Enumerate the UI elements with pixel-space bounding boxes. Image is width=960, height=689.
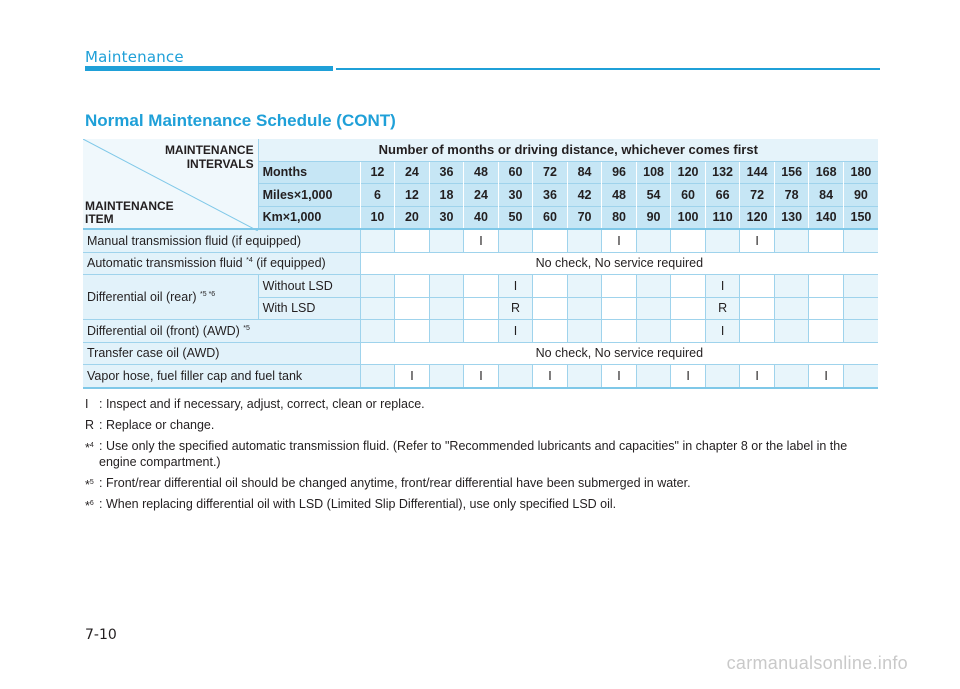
schedule-cell — [533, 320, 568, 343]
watermark: carmanualsonline.info — [726, 653, 908, 673]
item-footnote-ref: *5 — [243, 324, 250, 332]
interval-value: 84 — [809, 184, 844, 207]
interval-value: 18 — [429, 184, 464, 207]
schedule-cell — [360, 365, 395, 388]
legend-key — [85, 475, 94, 493]
interval-value: 20 — [395, 206, 430, 229]
section-label: Maintenance — [85, 48, 184, 66]
item-name-text: Differential oil (front) (AWD) — [87, 323, 244, 338]
schedule-cell — [395, 275, 430, 298]
schedule-cell — [429, 365, 464, 388]
schedule-cell — [671, 320, 706, 343]
schedule-cell: I — [602, 365, 637, 388]
schedule-cell — [464, 320, 499, 343]
item-name-text: Automatic transmission fluid — [87, 256, 247, 271]
schedule-cell — [843, 229, 878, 252]
page-number: 7-10 — [85, 627, 117, 643]
schedule-cell — [567, 229, 602, 252]
interval-row-label: Miles×1,000 — [258, 184, 360, 207]
schedule-cell — [498, 229, 533, 252]
schedule-cell — [809, 275, 844, 298]
page-title: Normal Maintenance Schedule (CONT) — [85, 111, 396, 130]
schedule-cell — [533, 297, 568, 320]
schedule-cell — [360, 229, 395, 252]
schedule-cell: I — [395, 365, 430, 388]
legend-notes — [85, 396, 885, 517]
item-name — [83, 320, 360, 343]
legend-key-star: * — [85, 478, 90, 493]
schedule-cell: I — [740, 229, 775, 252]
schedule-cell — [567, 275, 602, 298]
schedule-cell — [360, 320, 395, 343]
corner-top-line-2: INTERVALS — [186, 157, 254, 171]
interval-value: 144 — [740, 161, 775, 184]
interval-value: 60 — [533, 206, 568, 229]
schedule-cell — [464, 275, 499, 298]
interval-value: 156 — [774, 161, 809, 184]
item-name — [83, 229, 360, 252]
corner-bottom-line-2: ITEM — [85, 212, 114, 226]
interval-value: 108 — [636, 161, 671, 184]
corner-intervals-label — [165, 143, 254, 171]
corner-bottom-line-1: MAINTENANCE — [85, 199, 174, 213]
item-footnote-ref: *4 — [246, 257, 253, 265]
legend-text: : Replace or change. — [99, 418, 215, 432]
schedule-cell — [395, 297, 430, 320]
interval-header-span: Number of months or driving distance, whichever comes first — [258, 139, 878, 161]
legend-note — [85, 396, 885, 412]
section-rule-thin — [336, 68, 880, 70]
schedule-cell — [464, 297, 499, 320]
schedule-cell — [360, 275, 395, 298]
schedule-cell: R — [705, 297, 740, 320]
legend-note — [85, 475, 885, 491]
schedule-cell — [843, 297, 878, 320]
interval-value: 150 — [843, 206, 878, 229]
section-rule-thick — [85, 66, 333, 71]
item-name — [83, 275, 258, 320]
interval-value: 90 — [843, 184, 878, 207]
interval-value: 120 — [671, 161, 706, 184]
legend-text: : Use only the specified automatic transmission fluid. (Refer to "Recommended lubricants and capacities" in chapter 8 or the label in the engine compartment.) — [99, 439, 848, 469]
item-name-text: Manual transmission fluid (if equipped) — [87, 233, 301, 248]
schedule-cell — [671, 229, 706, 252]
interval-value: 12 — [360, 161, 395, 184]
legend-key-star: * — [85, 499, 90, 514]
interval-value: 132 — [705, 161, 740, 184]
schedule-cell — [843, 320, 878, 343]
item-subrow-label: With LSD — [258, 297, 360, 320]
interval-value: 54 — [636, 184, 671, 207]
legend-text: : Inspect and if necessary, adjust, correct, clean or replace. — [99, 397, 425, 411]
corner-item-label — [85, 200, 174, 226]
schedule-cell — [774, 297, 809, 320]
interval-value: 6 — [360, 184, 395, 207]
maintenance-schedule-table — [83, 139, 878, 389]
schedule-cell — [671, 297, 706, 320]
interval-value: 120 — [740, 206, 775, 229]
legend-key — [85, 496, 94, 514]
schedule-cell: I — [809, 365, 844, 388]
legend-key: R — [85, 418, 95, 432]
interval-value: 36 — [533, 184, 568, 207]
schedule-cell — [429, 297, 464, 320]
legend-key-star: * — [85, 441, 90, 456]
interval-value: 24 — [395, 161, 430, 184]
interval-value: 96 — [602, 161, 637, 184]
schedule-cell — [429, 229, 464, 252]
merged-note: No check, No service required — [360, 252, 878, 275]
interval-value: 12 — [395, 184, 430, 207]
schedule-cell — [602, 297, 637, 320]
schedule-cell: I — [602, 229, 637, 252]
schedule-cell — [705, 365, 740, 388]
item-name-text: Transfer case oil (AWD) — [87, 346, 220, 361]
interval-value: 30 — [429, 206, 464, 229]
interval-value: 48 — [464, 161, 499, 184]
header-corner-cell — [83, 139, 258, 229]
schedule-cell — [360, 297, 395, 320]
schedule-cell — [636, 275, 671, 298]
interval-value: 30 — [498, 184, 533, 207]
schedule-cell — [740, 297, 775, 320]
interval-value: 180 — [843, 161, 878, 184]
schedule-cell — [395, 320, 430, 343]
interval-value: 36 — [429, 161, 464, 184]
schedule-cell: I — [464, 365, 499, 388]
item-subrow-label: Without LSD — [258, 275, 360, 298]
schedule-cell: I — [533, 365, 568, 388]
interval-value: 60 — [498, 161, 533, 184]
interval-row-label: Km×1,000 — [258, 206, 360, 229]
schedule-cell — [636, 365, 671, 388]
schedule-cell — [774, 365, 809, 388]
legend-key-sup: 6 — [89, 500, 94, 507]
schedule-cell — [809, 320, 844, 343]
interval-value: 66 — [705, 184, 740, 207]
item-name-text: Vapor hose, fuel filler cap and fuel tank — [87, 368, 303, 383]
schedule-cell: I — [498, 320, 533, 343]
schedule-cell: I — [740, 365, 775, 388]
interval-value: 42 — [567, 184, 602, 207]
interval-value: 70 — [567, 206, 602, 229]
legend-note — [85, 417, 885, 433]
schedule-cell — [636, 229, 671, 252]
schedule-cell: R — [498, 297, 533, 320]
schedule-cell — [533, 229, 568, 252]
schedule-cell — [567, 297, 602, 320]
schedule-cell: I — [705, 320, 740, 343]
schedule-cell — [843, 275, 878, 298]
interval-value: 72 — [533, 161, 568, 184]
interval-value: 10 — [360, 206, 395, 229]
schedule-cell — [533, 275, 568, 298]
schedule-cell — [429, 275, 464, 298]
schedule-cell — [602, 275, 637, 298]
schedule-cell — [809, 297, 844, 320]
schedule-cell — [567, 320, 602, 343]
schedule-cell — [602, 320, 637, 343]
legend-note — [85, 438, 885, 470]
interval-value: 130 — [774, 206, 809, 229]
item-footnote-ref: *5 *6 — [200, 290, 216, 298]
schedule-cell — [636, 320, 671, 343]
legend-key — [85, 438, 94, 456]
schedule-cell — [740, 320, 775, 343]
interval-value: 78 — [774, 184, 809, 207]
interval-value: 100 — [671, 206, 706, 229]
interval-value: 72 — [740, 184, 775, 207]
interval-value: 60 — [671, 184, 706, 207]
schedule-cell — [498, 365, 533, 388]
interval-value: 140 — [809, 206, 844, 229]
item-name-text: Differential oil (rear) — [87, 290, 201, 304]
schedule-cell — [567, 365, 602, 388]
legend-key: I — [85, 397, 89, 411]
item-name — [83, 342, 360, 365]
schedule-cell: I — [464, 229, 499, 252]
schedule-cell — [774, 229, 809, 252]
legend-note — [85, 496, 885, 512]
interval-value: 84 — [567, 161, 602, 184]
legend-key-sup: 5 — [89, 479, 94, 486]
schedule-cell — [705, 229, 740, 252]
schedule-cell — [843, 365, 878, 388]
interval-value: 40 — [464, 206, 499, 229]
item-name-tail: (if equipped) — [252, 256, 326, 271]
item-name — [83, 252, 360, 275]
interval-row-label: Months — [258, 161, 360, 184]
schedule-cell — [740, 275, 775, 298]
schedule-cell: I — [671, 365, 706, 388]
interval-value: 90 — [636, 206, 671, 229]
schedule-cell — [395, 229, 430, 252]
merged-note: No check, No service required — [360, 342, 878, 365]
interval-value: 24 — [464, 184, 499, 207]
interval-value: 50 — [498, 206, 533, 229]
interval-value: 80 — [602, 206, 637, 229]
legend-text: : Front/rear differential oil should be changed anytime, front/rear differential have been submerged in water. — [99, 476, 691, 490]
legend-text: : When replacing differential oil with LSD (Limited Slip Differential), use only specified LSD oil. — [99, 497, 617, 511]
corner-top-line-1: MAINTENANCE — [164, 143, 254, 157]
schedule-cell — [774, 275, 809, 298]
interval-value: 110 — [705, 206, 740, 229]
interval-value: 48 — [602, 184, 637, 207]
schedule-cell — [774, 320, 809, 343]
schedule-cell: I — [498, 275, 533, 298]
legend-key-sup: 4 — [89, 442, 94, 449]
schedule-cell — [429, 320, 464, 343]
schedule-cell — [671, 275, 706, 298]
schedule-cell — [636, 297, 671, 320]
schedule-cell: I — [705, 275, 740, 298]
interval-value: 168 — [809, 161, 844, 184]
item-name — [83, 365, 360, 388]
schedule-cell — [809, 229, 844, 252]
